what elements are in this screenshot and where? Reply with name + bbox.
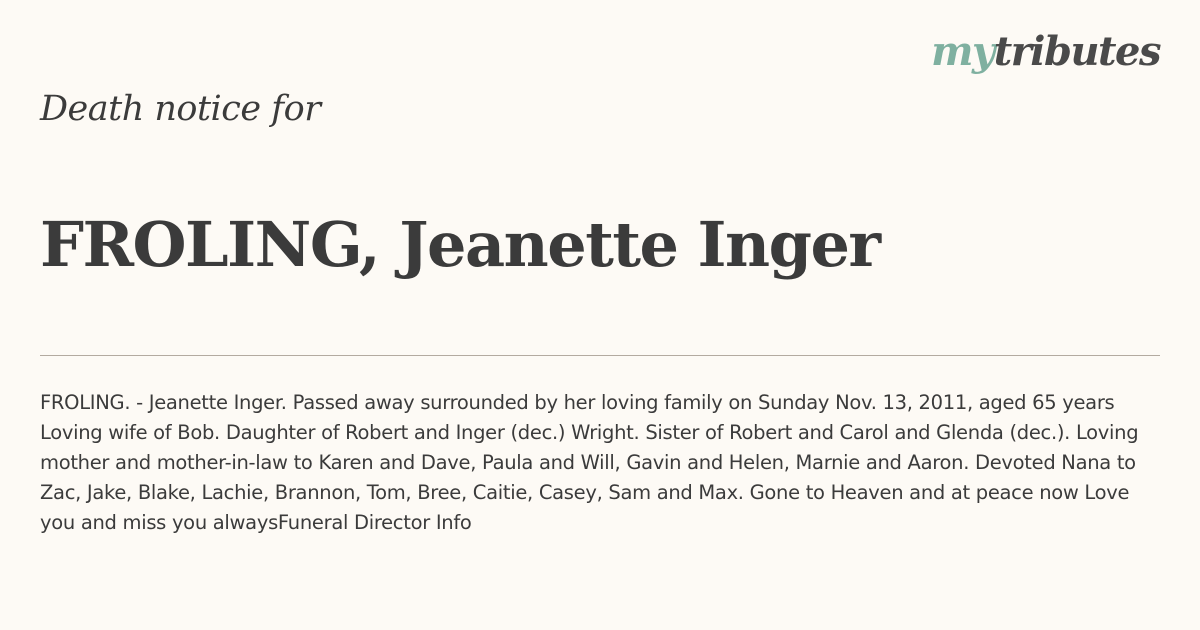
logo-part-my: my: [931, 28, 994, 75]
deceased-name: FROLING, Jeanette Inger: [40, 208, 880, 281]
notice-kicker: Death notice for: [40, 89, 321, 129]
divider: [40, 355, 1160, 356]
notice-body: FROLING. - Jeanette Inger. Passed away surrounded by her loving family on Sunday Nov. 13, 2011, aged 65 years Loving wife of Bob. Daughter of Robert and Inger (dec.) Wright. Sister of Robert and Carol and Glenda (dec.). Loving mother and mother-in-law to Karen and Dave, Paula and Will, Gavin and Helen, Marnie and Aaron. Devoted Nana to Zac, Jake, Blake, Lachie, Brannon, Tom, Bree, Caitie, Casey, Sam and Max. Gone to Heaven and at peace now Love you and miss you alwaysFuneral Director Info: [40, 391, 1139, 534]
logo-part-tributes: tributes: [993, 28, 1160, 75]
mytributes-logo[interactable]: [931, 28, 1160, 75]
